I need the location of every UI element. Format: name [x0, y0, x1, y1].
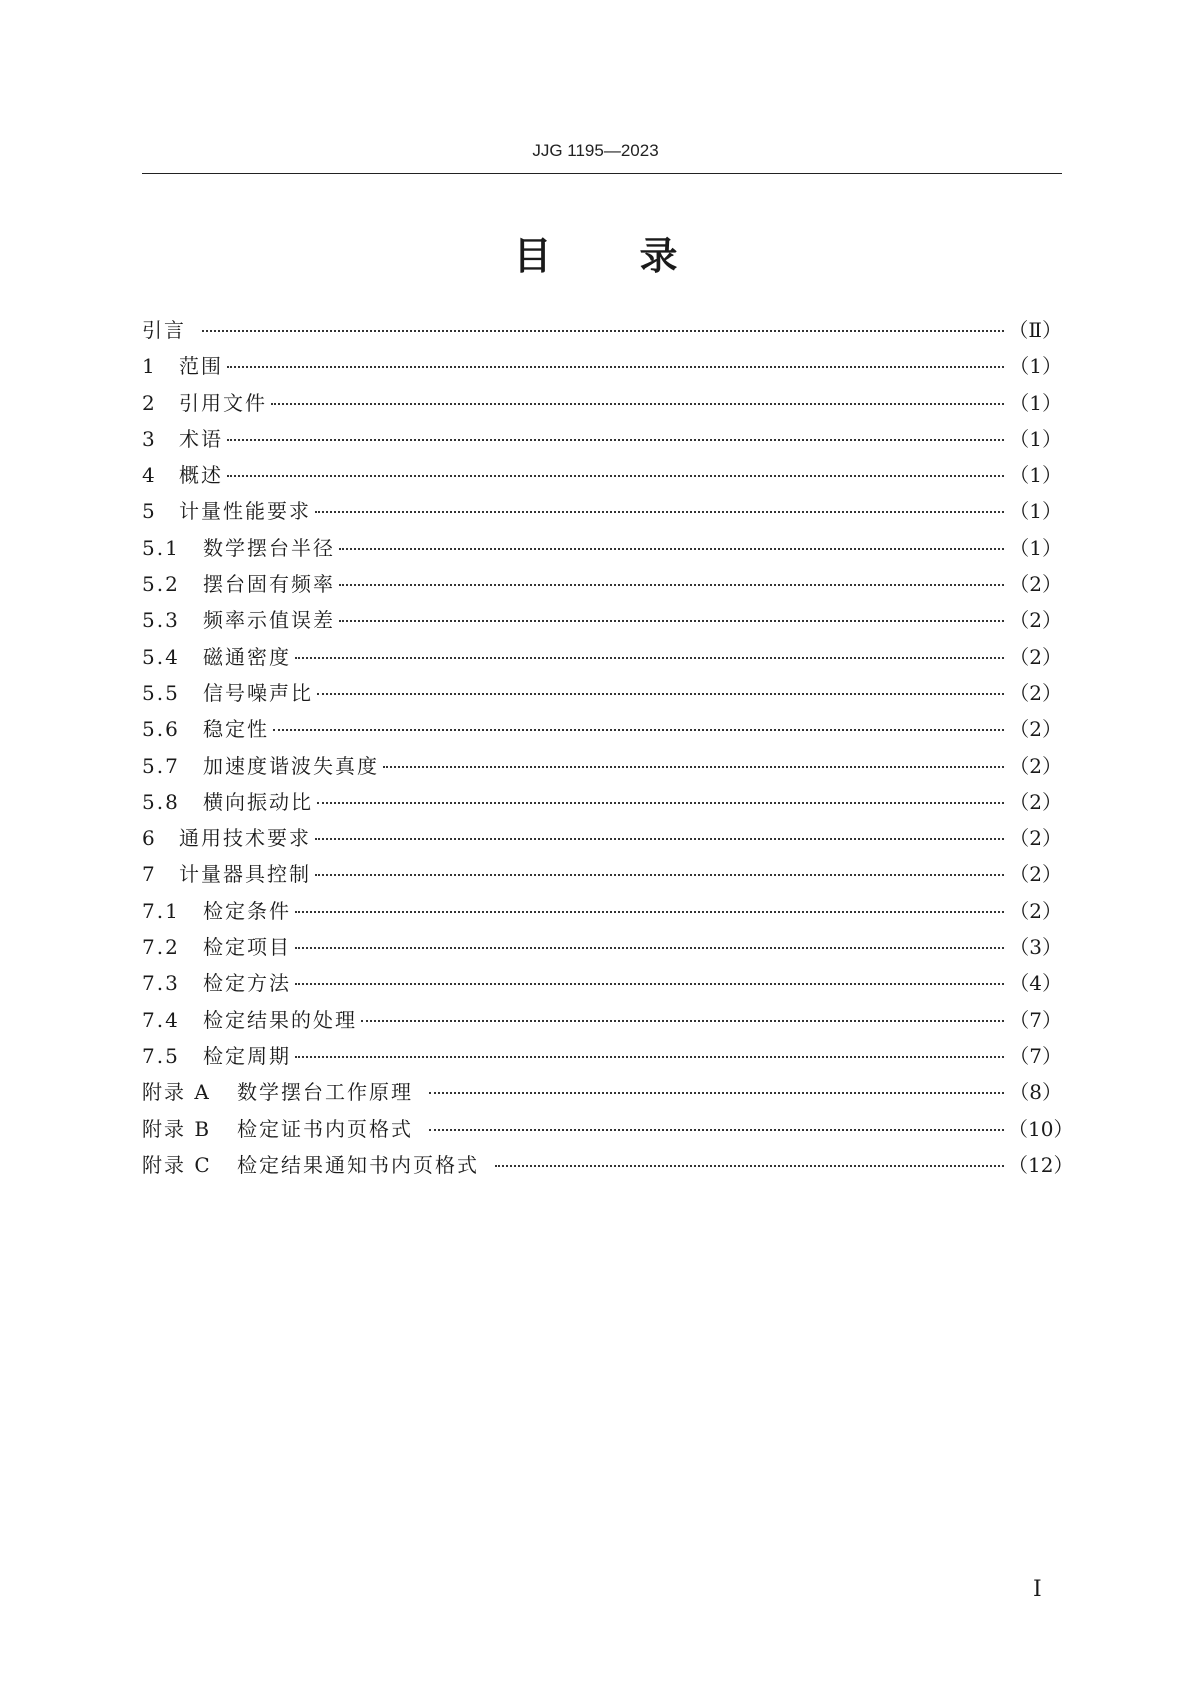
- toc-entry-title: 检定结果通知书内页格式: [237, 1152, 479, 1177]
- toc-entry-number: 1: [142, 354, 157, 379]
- toc-entry-number: 7: [142, 862, 157, 887]
- toc-entry-title: 计量性能要求: [179, 499, 311, 524]
- page-number: Ⅰ: [1033, 1576, 1042, 1601]
- toc-entry-page: （2）: [1009, 862, 1062, 887]
- toc-entry-number: 7.5: [142, 1043, 180, 1068]
- toc-entry-title: 引用文件: [179, 390, 267, 415]
- toc-entry[interactable]: [142, 350, 1062, 386]
- toc-entry-page: （1）: [1009, 499, 1062, 524]
- toc-entry[interactable]: [142, 967, 1062, 1003]
- toc-entry-page: （7）: [1009, 1007, 1062, 1032]
- toc-entry-title: 检定条件: [203, 898, 291, 923]
- toc-entry-number: 7.4: [142, 1007, 180, 1032]
- toc-entry-page: （8）: [1009, 1080, 1062, 1105]
- toc-entry-page: （3）: [1009, 935, 1062, 960]
- toc-entry-title: 检定周期: [203, 1043, 291, 1068]
- toc-entry[interactable]: [142, 822, 1062, 858]
- toc-entry-number: 7.1: [142, 898, 180, 923]
- toc-entry[interactable]: [142, 568, 1062, 604]
- toc-entry-number: 7.2: [142, 935, 180, 960]
- toc-entry-title: 计量器具控制: [179, 862, 311, 887]
- toc-entry-page: （Ⅱ）: [1008, 318, 1062, 342]
- dot-leader: [339, 584, 1004, 586]
- toc-entry-title: 频率示值误差: [203, 608, 335, 633]
- toc-entry-title: 磁通密度: [203, 644, 291, 669]
- dot-leader: [273, 729, 1004, 731]
- toc-entry-title: 概述: [179, 463, 223, 488]
- toc-entry-title: 范围: [179, 354, 223, 379]
- dot-leader: [429, 1092, 1004, 1094]
- toc-entry[interactable]: [142, 423, 1062, 459]
- toc-entry[interactable]: [142, 750, 1062, 786]
- dot-leader: [361, 1020, 1004, 1022]
- toc-entry-page: （2）: [1009, 572, 1062, 597]
- toc-entry-page: （2）: [1009, 753, 1062, 778]
- toc-entry-number: 5.5: [142, 680, 180, 705]
- toc-entry-number: 5.3: [142, 608, 180, 633]
- toc-entry-page: （10）: [1008, 1116, 1074, 1141]
- toc-entry[interactable]: [142, 641, 1062, 677]
- dot-leader: [295, 657, 1004, 659]
- toc-entry-page: （1）: [1009, 535, 1062, 560]
- dot-leader: [339, 548, 1004, 550]
- toc-entry-page: （2）: [1009, 717, 1062, 742]
- header-divider: [142, 173, 1062, 174]
- toc-entry-number: 5: [142, 499, 157, 524]
- toc-entry-page: （2）: [1009, 644, 1062, 669]
- toc-entry[interactable]: [142, 314, 1062, 350]
- toc-entry-page: （1）: [1009, 390, 1062, 415]
- toc-entry-page: （2）: [1009, 789, 1062, 814]
- toc-entry-title: 检定结果的处理: [203, 1007, 357, 1032]
- table-of-contents: [142, 314, 1074, 1185]
- toc-entry[interactable]: [142, 1004, 1062, 1040]
- toc-entry-page: （2）: [1009, 608, 1062, 633]
- dot-leader: [429, 1129, 1004, 1131]
- toc-entry-title: 加速度谐波失真度: [203, 753, 379, 778]
- toc-entry-number: 5.1: [142, 535, 180, 560]
- dot-leader: [295, 1056, 1004, 1058]
- toc-entry-number: 附录 B: [142, 1116, 212, 1141]
- toc-entry-title: 数学摆台工作原理: [237, 1080, 413, 1105]
- dot-leader: [295, 911, 1004, 913]
- toc-entry-number: 5.6: [142, 717, 180, 742]
- toc-entry[interactable]: [142, 1113, 1074, 1149]
- dot-leader: [317, 802, 1004, 804]
- toc-entry-title: 稳定性: [203, 717, 269, 742]
- toc-entry[interactable]: [142, 713, 1062, 749]
- dot-leader: [495, 1165, 1004, 1167]
- toc-entry-number: 2: [142, 390, 157, 415]
- toc-entry[interactable]: [142, 459, 1062, 495]
- toc-entry-title: 通用技术要求: [179, 826, 311, 851]
- dot-leader: [227, 439, 1004, 441]
- toc-entry-number: 4: [142, 463, 157, 488]
- toc-entry-page: （2）: [1009, 680, 1062, 705]
- toc-entry-number: 5.8: [142, 789, 180, 814]
- toc-entry[interactable]: [142, 387, 1062, 423]
- toc-entry[interactable]: [142, 895, 1062, 931]
- toc-entry-title: 信号噪声比: [203, 680, 313, 705]
- document-code-header: JJG 1195—2023: [532, 141, 659, 160]
- toc-entry[interactable]: [142, 931, 1062, 967]
- toc-entry[interactable]: [142, 495, 1062, 531]
- toc-entry-title: 摆台固有频率: [203, 572, 335, 597]
- dot-leader: [295, 983, 1004, 985]
- dot-leader: [317, 693, 1004, 695]
- toc-entry-number: 附录 C: [142, 1152, 212, 1177]
- toc-entry-number: 5.4: [142, 644, 180, 669]
- dot-leader: [315, 874, 1004, 876]
- toc-entry-page: （12）: [1008, 1152, 1074, 1177]
- toc-entry-number: 5.2: [142, 572, 180, 597]
- toc-entry-page: （1）: [1009, 426, 1062, 451]
- toc-entry-number: 3: [142, 426, 157, 451]
- toc-entry-title: 术语: [179, 426, 223, 451]
- dot-leader: [271, 403, 1004, 405]
- dot-leader: [202, 330, 1004, 332]
- toc-entry[interactable]: [142, 532, 1062, 568]
- toc-entry[interactable]: [142, 1040, 1062, 1076]
- toc-entry[interactable]: [142, 858, 1062, 894]
- toc-entry-page: （1）: [1009, 463, 1062, 488]
- toc-entry-page: （2）: [1009, 826, 1062, 851]
- dot-leader: [295, 947, 1004, 949]
- dot-leader: [315, 838, 1004, 840]
- toc-entry-title: 引言: [142, 318, 186, 342]
- toc-entry-title: 横向振动比: [203, 789, 313, 814]
- toc-entry-title: 检定证书内页格式: [237, 1116, 413, 1141]
- toc-entry[interactable]: [142, 677, 1062, 713]
- toc-entry-number: 5.7: [142, 753, 180, 778]
- toc-entry-page: （1）: [1009, 354, 1062, 379]
- toc-entry-page: （7）: [1009, 1043, 1062, 1068]
- toc-entry-title: 检定方法: [203, 971, 291, 996]
- toc-entry[interactable]: [142, 604, 1062, 640]
- toc-entry[interactable]: [142, 1149, 1074, 1185]
- toc-entry[interactable]: [142, 1076, 1062, 1112]
- dot-leader: [383, 766, 1004, 768]
- page-title: 目录: [513, 234, 766, 278]
- dot-leader: [227, 475, 1004, 477]
- dot-leader: [339, 620, 1004, 622]
- dot-leader: [227, 366, 1004, 368]
- toc-entry-title: 数学摆台半径: [203, 535, 335, 560]
- dot-leader: [315, 511, 1004, 513]
- toc-entry-title: 检定项目: [203, 935, 291, 960]
- toc-entry-page: （4）: [1009, 971, 1062, 996]
- toc-entry-number: 7.3: [142, 971, 180, 996]
- toc-entry-number: 附录 A: [142, 1080, 211, 1105]
- toc-entry[interactable]: [142, 786, 1062, 822]
- toc-entry-page: （2）: [1009, 898, 1062, 923]
- toc-entry-number: 6: [142, 826, 157, 851]
